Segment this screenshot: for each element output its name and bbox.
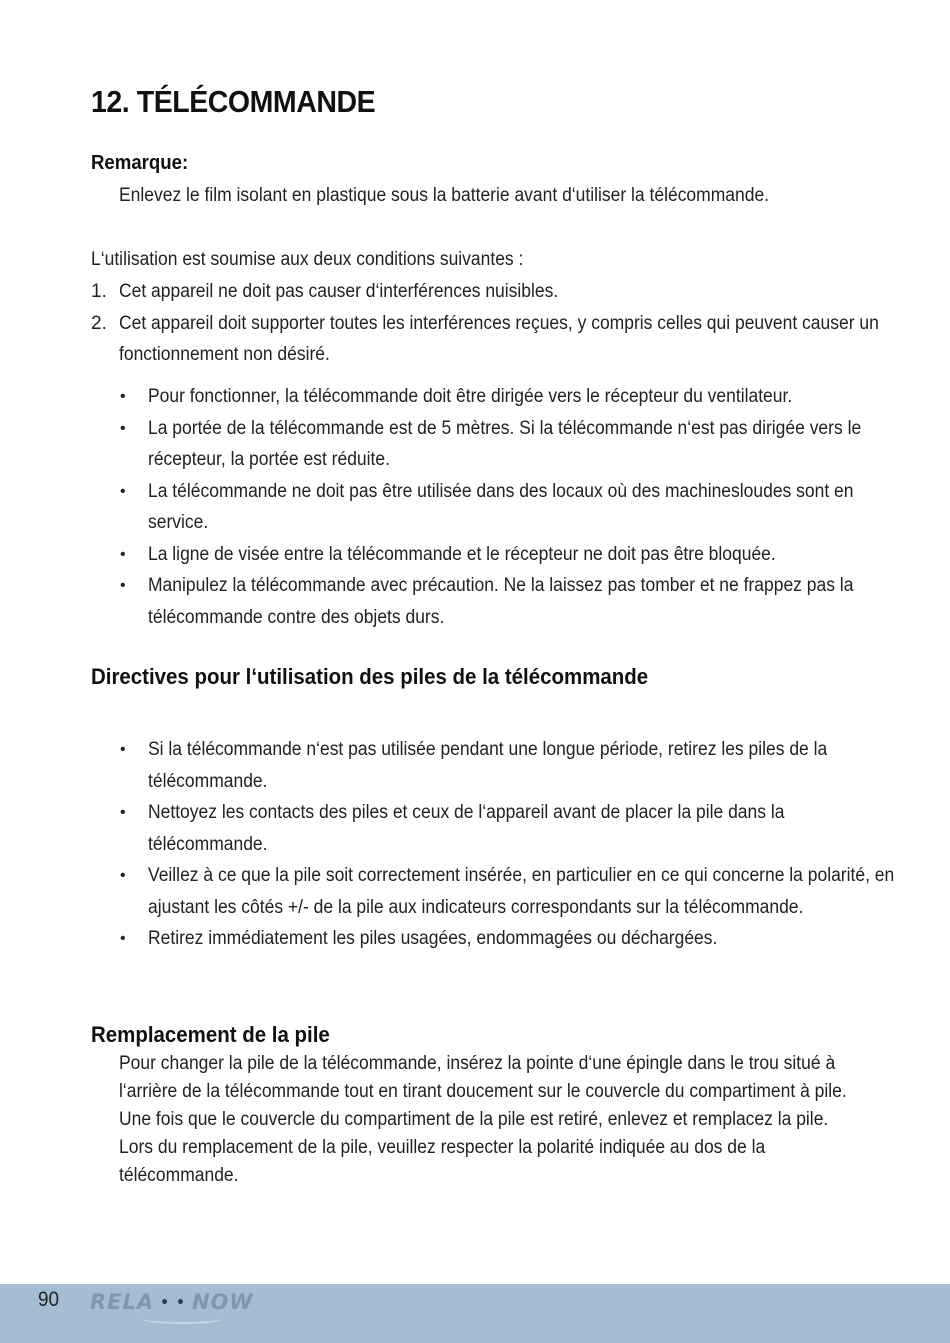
list-item: • La télécommande ne doit pas être utilisée dans des locaux où des machinesloudes sont en service. bbox=[120, 476, 908, 539]
bullet-icon: • bbox=[120, 577, 126, 594]
list-item: • Retirez immédiatement les piles usagées, endommagées ou déchargées. bbox=[120, 923, 908, 955]
conditions-list bbox=[91, 276, 899, 371]
list-item: • La ligne de visée entre la télécommande et le récepteur ne doit pas être bloquée. bbox=[120, 539, 908, 571]
brand-dots: • • bbox=[160, 1295, 186, 1311]
conditions-intro: L‘utilisation est soumise aux deux conditions suivantes : bbox=[91, 249, 524, 270]
list-item: • La portée de la télécommande est de 5 mètres. Si la télécommande n‘est pas dirigée vers le récepteur, la portée est réduite. bbox=[120, 413, 908, 476]
list-item: 2. Cet appareil doit supporter toutes les interférences reçues, y compris celles qui peuvent causer un fonctionnement non désiré. bbox=[91, 308, 899, 371]
brand-logo bbox=[90, 1290, 254, 1314]
brand-right: NOW bbox=[191, 1290, 254, 1314]
bullet-icon: • bbox=[120, 482, 126, 500]
list-item: • Si la télécommande n‘est pas utilisée pendant une longue période, retirez les piles de la télécommande. bbox=[120, 734, 908, 797]
bullet-icon: • bbox=[120, 930, 126, 947]
bullet-icon: • bbox=[120, 741, 126, 758]
replacement-text: Pour changer la pile de la télécommande, insérez la pointe d‘une épingle dans le trou situé à l‘arrière de la télécommande tout en tirant doucement sur le couvercle du compartiment à pile. Une fois que le couvercle du compartiment de la pile est retiré, enlevez et remplacez la pile. Lors du remplacement de la pile, veuillez respecter la polarité indiquée au dos de la télécommande. bbox=[119, 1053, 847, 1186]
list-number: 2. bbox=[91, 312, 107, 334]
batteries-heading: Directives pour l‘utilisation des piles de la télécommande bbox=[91, 664, 649, 689]
bullet-icon: • bbox=[120, 419, 126, 437]
list-item: • Veillez à ce que la pile soit correctement insérée, en particulier en ce qui concerne la polarité, en ajustant les côtés +/- de la pile aux indicateurs correspondants sur la télécommande. bbox=[120, 860, 908, 923]
brand-left: RELA bbox=[90, 1290, 155, 1314]
bullet-icon: • bbox=[120, 867, 126, 884]
bullet-icon: • bbox=[120, 388, 126, 405]
wave-icon bbox=[142, 1314, 222, 1324]
page-number: 90 bbox=[38, 1288, 60, 1311]
list-item: • Manipulez la télécommande avec précaution. Ne la laissez pas tomber et ne frappez pas la télécommande contre des objets durs. bbox=[120, 570, 908, 633]
list-item: • Nettoyez les contacts des piles et ceux de l‘appareil avant de placer la pile dans la télécommande. bbox=[120, 797, 908, 860]
batteries-bullet-list bbox=[120, 734, 908, 955]
page-title: 12. TÉLÉCOMMANDE bbox=[91, 84, 376, 119]
list-item: • Pour fonctionner, la télécommande doit être dirigée vers le récepteur du ventilateur. bbox=[120, 381, 908, 413]
note-label: Remarque: bbox=[91, 152, 189, 174]
bullet-icon: • bbox=[120, 545, 126, 563]
replacement-heading: Remplacement de la pile bbox=[91, 1022, 330, 1047]
list-item: 1. Cet appareil ne doit pas causer d‘interférences nuisibles. bbox=[91, 276, 899, 308]
list-number: 1. bbox=[91, 281, 107, 302]
usage-bullet-list bbox=[120, 381, 908, 633]
bullet-icon: • bbox=[120, 804, 126, 821]
note-text: Enlevez le film isolant en plastique sous la batterie avant d‘utiliser la télécommande. bbox=[119, 185, 770, 206]
